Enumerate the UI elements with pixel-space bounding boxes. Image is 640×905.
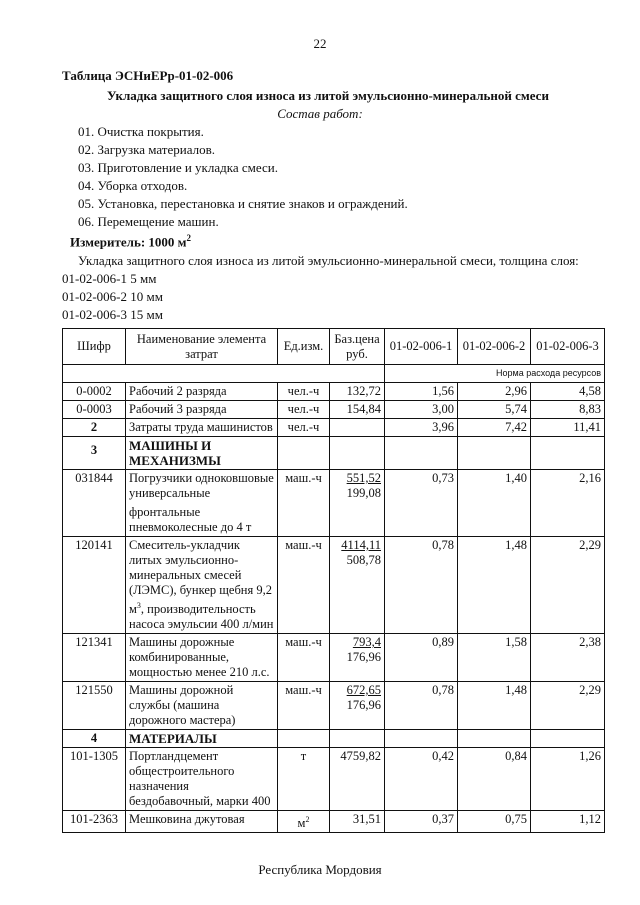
cell-price [330,470,385,537]
cell-name: Мешковина джутовая [126,811,278,833]
cell-value-2: 0,75 [458,811,531,833]
variant-line: 01-02-006-2 10 мм [62,289,163,304]
section-title: МАШИНЫ И МЕХАНИЗМЫ [126,437,278,470]
resource-table [62,328,605,833]
cell-name: Рабочий 2 разряда [126,383,278,401]
cell-name-extra: фронтальные пневмоколесные до 4 т [129,505,252,534]
cell-price: 132,72 [330,383,385,401]
cell-value-1: 1,56 [385,383,458,401]
meter-sup: 2 [186,233,192,243]
price-bottom: 176,96 [346,698,381,713]
page-title: Укладка защитного слоя износа из литой эмульсионно-минеральной смеси [107,88,549,103]
cell-code: 121341 [63,634,126,682]
cell-value-3: 1,26 [531,748,605,811]
header-col-1: 01-02-006-1 [385,329,458,365]
cell-value-1: 0,78 [385,682,458,730]
cell-code: 101-2363 [63,811,126,833]
table-row [63,419,605,437]
cell-unit: маш.-ч [278,682,330,730]
work-description: Укладка защитного слоя износа из литой эмульсионно-минеральной смеси, толщина слоя: [78,253,579,268]
cell-code: 121550 [63,682,126,730]
cell-unit: маш.-ч [278,470,330,537]
table-row [63,682,605,730]
price-bottom: 176,96 [346,650,381,665]
cell-value-3: 1,12 [531,811,605,833]
meter-line [70,233,191,250]
cell-code: 0-0003 [63,401,126,419]
section-header-row [63,730,605,748]
page-number: 22 [313,36,327,51]
operation-item: 02. Загрузка материалов. [78,142,215,157]
table-row [63,748,605,811]
cell-value-2: 0,84 [458,748,531,811]
cell-value-2: 1,48 [458,682,531,730]
cell-code: 0-0002 [63,383,126,401]
section-header-row [63,437,605,470]
cell-value-1: 3,00 [385,401,458,419]
header-col-3: 01-02-006-3 [531,329,605,365]
operation-item: 06. Перемещение машин. [78,214,219,229]
cell-code: 101-1305 [63,748,126,811]
cell-value-3: 2,16 [531,470,605,537]
cell-value-1: 0,37 [385,811,458,833]
cell-name: Затраты труда машинистов [126,419,278,437]
section-title: МАТЕРИАЛЫ [126,730,278,748]
header-col-2: 01-02-006-2 [458,329,531,365]
price-bottom: 508,78 [346,553,381,567]
cell-price [330,682,385,730]
header-price: Баз.цена руб. [330,329,385,365]
cell-value-2: 5,74 [458,401,531,419]
cell-name [126,470,278,537]
cell-value-3: 8,83 [531,401,605,419]
cell-name: Машины дорожной службы (машина дорожного мастера) [126,682,278,730]
header-name: Наименование элемента затрат [126,329,278,365]
cell-price: 31,51 [330,811,385,833]
footer-region: Республика Мордовия [258,862,382,877]
cell-price: 4759,82 [330,748,385,811]
section-code: 4 [63,730,126,748]
price-bottom: 199,08 [346,486,381,500]
page-subtitle: Состав работ: [277,106,363,121]
cell-unit: т [278,748,330,811]
cell-price [330,537,385,634]
cell-value-1: 0,89 [385,634,458,682]
cell-unit: маш.-ч [278,537,330,634]
cell-value-3: 11,41 [531,419,605,437]
norm-label-row [63,365,605,383]
cell-unit: маш.-ч [278,634,330,682]
table-code: Таблица ЭСНиЕРр-01-02-006 [62,68,234,83]
price-top: 4114,11 [341,538,381,552]
cell-name: Машины дорожные комбинированные, мощностью менее 210 л.с. [126,634,278,682]
table-row [63,470,605,537]
table-row [63,383,605,401]
cell-value-3: 2,29 [531,682,605,730]
cell-value-1: 0,73 [385,470,458,537]
price-top: 551,52 [346,471,381,485]
table-row [63,401,605,419]
cell-price [330,634,385,682]
cell-name: Портландцемент общестроительного назначения бездобавочный, марки 400 [126,748,278,811]
cell-value-1: 0,42 [385,748,458,811]
cell-code: 031844 [63,470,126,537]
operation-item: 04. Уборка отходов. [78,178,188,193]
cell-price: 154,84 [330,401,385,419]
cell-value-3: 4,58 [531,383,605,401]
meter-label: Измеритель: 1000 м [70,234,187,250]
cell-name: Рабочий 3 разряда [126,401,278,419]
table-row [63,537,605,634]
cell-unit: чел.-ч [278,401,330,419]
cell-code: 120141 [63,537,126,634]
table-header-row [63,329,605,365]
norm-label: Норма расхода ресурсов [385,365,605,383]
price-top: 793,4 [352,635,381,650]
cell-value-2: 1,40 [458,470,531,537]
operation-item: 01. Очистка покрытия. [78,124,204,139]
cell-name: Смеситель-укладчик литых эмульсионно-минеральных смесей (ЛЭМС), бункер щебня 9,2 $м^3$, производительность насоса эмульсии 400 л/мин [126,537,278,634]
cell-unit: чел.-ч [278,383,330,401]
price-top: 672,65 [346,683,381,698]
cell-unit: $м^2$ [278,811,330,833]
cell-name-text: Погрузчики одноковшовые универсальные [129,471,274,500]
header-unit: Ед.изм. [278,329,330,365]
variant-line: 01-02-006-3 15 мм [62,307,163,322]
cell-value-2: 2,96 [458,383,531,401]
cell-unit: чел.-ч [278,419,330,437]
variant-line: 01-02-006-1 5 мм [62,271,157,286]
cell-value-2: 1,48 [458,537,531,634]
cell-value-3: 2,29 [531,537,605,634]
cell-value-3: 2,38 [531,634,605,682]
section-code: 3 [63,437,126,470]
cell-value-2: 7,42 [458,419,531,437]
header-code: Шифр [63,329,126,365]
table-row [63,634,605,682]
cell-value-2: 1,58 [458,634,531,682]
table-row [63,811,605,833]
cell-value-1: 3,96 [385,419,458,437]
operation-item: 03. Приготовление и укладка смеси. [78,160,278,175]
cell-value-1: 0,78 [385,537,458,634]
cell-code: 2 [63,419,126,437]
operation-item: 05. Установка, перестановка и снятие знаков и ограждений. [78,196,408,211]
